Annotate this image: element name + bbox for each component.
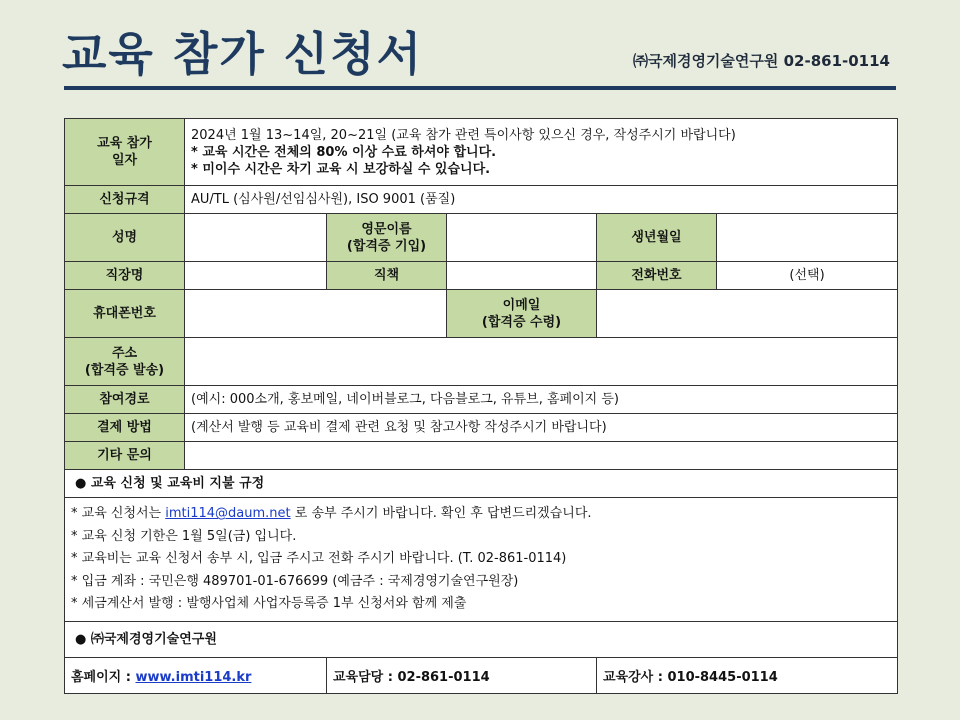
standard-value[interactable]: AU/TL (심사원/선임심사원), ISO 9001 (품질) xyxy=(185,186,898,214)
phone-field[interactable]: (선택) xyxy=(717,262,898,290)
date-value[interactable] xyxy=(185,119,898,186)
homepage-label: 홈페이지 : xyxy=(71,670,136,685)
row-rules-heading xyxy=(65,470,898,498)
name-field[interactable] xyxy=(185,214,327,262)
payment-label: 결제 방법 xyxy=(65,414,185,442)
note-fee: * 교육비는 교육 신청서 송부 시, 입금 주시고 전화 주시기 바랍니다. (T. 02-861-0114) xyxy=(71,551,567,567)
date-label: 교육 참가 일자 xyxy=(65,119,185,186)
footer-instructor-contact: 교육강사 : 010-8445-0114 xyxy=(597,658,898,694)
email-label: 이메일 (합격증 수령) xyxy=(447,290,597,338)
row-other xyxy=(65,442,898,470)
date-makeup-note: * 미이수 시간은 차기 교육 시 보강하실 수 있습니다. xyxy=(191,161,491,177)
english-name-label: 영문이름 (합격증 기입) xyxy=(327,214,447,262)
english-name-field[interactable] xyxy=(447,214,597,262)
date-schedule-text: 2024년 1월 13~14일, 20~21일 (교육 참가 관련 특이사항 있으신 경우, 작성주시기 바랍니다) xyxy=(191,127,736,143)
name-label: 성명 xyxy=(65,214,185,262)
footer-homepage xyxy=(65,658,327,694)
position-field[interactable] xyxy=(447,262,597,290)
title-divider xyxy=(64,86,896,90)
row-payment xyxy=(65,414,898,442)
row-company xyxy=(65,262,898,290)
row-date xyxy=(65,119,898,186)
address-field[interactable] xyxy=(185,338,898,386)
birth-field[interactable] xyxy=(717,214,898,262)
date-attendance-note: * 교육 시간은 전체의 80% 이상 수료 하셔야 합니다. xyxy=(191,144,497,160)
email-field[interactable] xyxy=(597,290,898,338)
row-referral xyxy=(65,386,898,414)
rules-notes xyxy=(65,498,898,622)
note-bank-account: * 입금 계좌 : 국민은행 489701-01-676699 (예금주 : 국제경영기술연구원장) xyxy=(71,573,519,589)
position-label: 직책 xyxy=(327,262,447,290)
footer-edu-contact: 교육담당 : 02-861-0114 xyxy=(327,658,597,694)
submission-email-link[interactable]: imti114@daum.net xyxy=(165,506,291,522)
referral-field[interactable]: (예시: 000소개, 홍보메일, 네이버블로그, 다음블로그, 유튜브, 홈페이지 등) xyxy=(185,386,898,414)
payment-field[interactable]: (계산서 발행 등 교육비 결제 관련 요청 및 참고사항 작성주시기 바랍니다) xyxy=(185,414,898,442)
homepage-link[interactable]: www.imti114.kr xyxy=(135,670,252,685)
note-submission xyxy=(71,503,891,526)
row-footer-contacts xyxy=(65,658,898,694)
row-standard xyxy=(65,186,898,214)
application-form-table xyxy=(64,118,898,694)
page-title: 교육 참가 신청서 xyxy=(62,27,424,81)
org-contact: ㈜국제경영기술연구원 02-861-0114 xyxy=(632,52,890,70)
mobile-field[interactable] xyxy=(185,290,447,338)
note-submission-prefix: * 교육 신청서는 xyxy=(71,506,166,522)
note-submission-suffix: 로 송부 주시기 바랍니다. 확인 후 답변드리겠습니다. xyxy=(290,506,592,522)
note-deadline: * 교육 신청 기한은 1월 5일(금) 입니다. xyxy=(71,528,297,544)
row-rules-notes xyxy=(65,498,898,622)
other-field[interactable] xyxy=(185,442,898,470)
footer-org: ● ㈜국제경영기술연구원 xyxy=(65,622,898,658)
birth-label: 생년월일 xyxy=(597,214,717,262)
other-label: 기타 문의 xyxy=(65,442,185,470)
row-name xyxy=(65,214,898,262)
address-label: 주소 (합격증 발송) xyxy=(65,338,185,386)
referral-label: 참여경로 xyxy=(65,386,185,414)
company-field[interactable] xyxy=(185,262,327,290)
rules-heading: ● 교육 신청 및 교육비 지불 규정 xyxy=(65,470,898,498)
row-mobile xyxy=(65,290,898,338)
row-footer-org xyxy=(65,622,898,658)
phone-label: 전화번호 xyxy=(597,262,717,290)
row-address xyxy=(65,338,898,386)
standard-label: 신청규격 xyxy=(65,186,185,214)
company-label: 직장명 xyxy=(65,262,185,290)
mobile-label: 휴대폰번호 xyxy=(65,290,185,338)
note-tax-invoice: * 세금계산서 발행 : 발행사업체 사업자등록증 1부 신청서와 함께 제출 xyxy=(71,596,467,612)
